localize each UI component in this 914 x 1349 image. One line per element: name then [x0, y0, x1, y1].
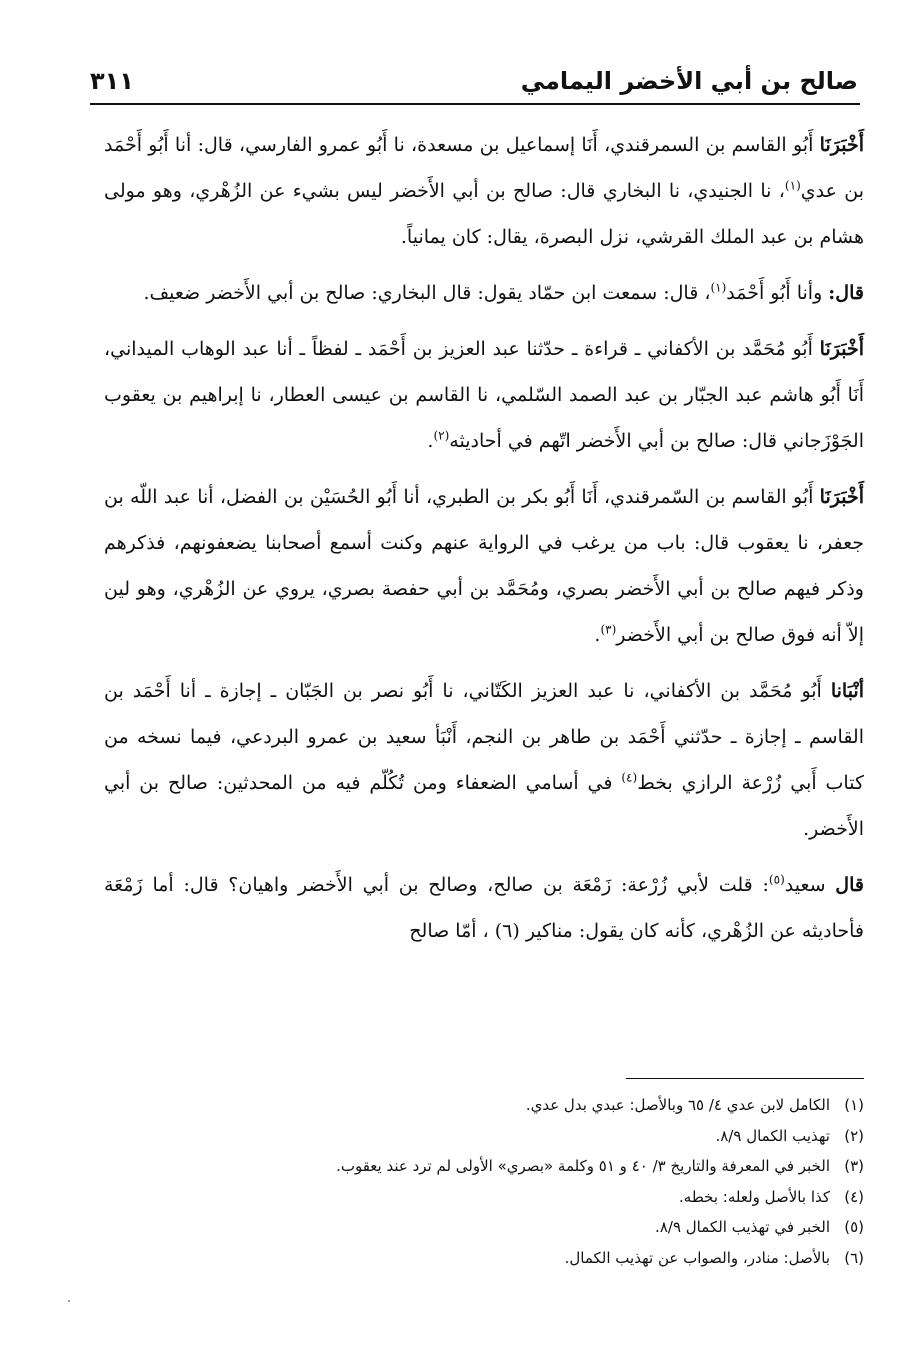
main-text: [104, 122, 864, 964]
footnote-number: (٥): [844, 1218, 864, 1236]
footnote: [230, 1182, 864, 1213]
header-rule: [90, 103, 860, 105]
paragraph-lead: أنْبَانا: [830, 680, 864, 702]
footnote-marker: (٥): [768, 872, 785, 887]
footnote-marker: (٢): [433, 428, 450, 443]
footnotes: [230, 1090, 864, 1273]
page-header: [90, 62, 858, 102]
paragraph-text: وأنا أَبُو أَحْمَد: [726, 282, 829, 304]
footnote: [230, 1121, 864, 1152]
paragraph-tail: .: [594, 624, 601, 646]
paragraph: [104, 122, 864, 260]
paragraph-text: سعيد: [784, 874, 836, 896]
footnote-number: (١): [844, 1096, 864, 1114]
paragraph-text: أَبُو القاسم بن السّمرقندي، أَنَا أَبُو بكر بن الطبري، أنا أَبُو الحُسَيْن بن الفضل، أنا عبد اللّه بن جعفر، نا يعقوب قال: باب من يرغب في الرواية عنهم وكنت أسمع أصحابنا يضعفونهم، فذكرهم وذكر فيهم صالح بن أبي الأَخضر بصري، ومُحَمَّد بن أبي حفصة بصري، يروي عن الزُهْري، وهو لين إلاّ أنه فوق صالح بن أبي الأَخضر: [104, 486, 864, 646]
footnote-number: (٦): [844, 1248, 864, 1267]
scan-speck: [68, 1300, 70, 1302]
paragraph-tail: .: [427, 430, 434, 452]
paragraph-text: أَبُو القاسم بن السمرقندي، أَنَا إسماعيل بن مسعدة، نا أَبُو عمرو الفارسي، قال: أنا أَبُو أَحْمَد بن عدي: [104, 134, 864, 202]
paragraph-text: أَبُو مُحَمَّد بن الأكفاني ـ قراءة ـ حدّثنا عبد العزيز بن أَحْمَد ـ لفظاً ـ أنا عبد الوهاب الميداني، أَنَا أَبُو هاشم عبد الجبّار بن عبد الصمد السّلمي، نا القاسم بن عيسى العطار، نا إبراهيم بن يعقوب الجَوْزَجاني قال: صالح بن أبي الأَخضر اتّهم في أحاديثه: [104, 338, 864, 452]
footnote-marker: (٤): [621, 770, 638, 785]
footnote-text: الكامل لابن عدي ٤/ ٦٥ وبالأصل: عبدي بدل عدي.: [525, 1096, 830, 1114]
footnote-number: (٣): [844, 1157, 864, 1175]
footnote-text: الخبر في المعرفة والتاريخ ٣/ ٤٠ و ٥١ وكلمة «بصري» الأولى لم ترد عند يعقوب.: [336, 1157, 830, 1175]
paragraph-lead: قال:: [828, 282, 864, 304]
paragraph: [104, 474, 864, 658]
paragraph-text: أَبُو مُحَمَّد بن الأكفاني، نا عبد العزيز الكَتّاني، نا أَبُو نصر بن الجَبّان ـ إجازة ـ أنا أَحْمَد بن القاسم ـ إجازة ـ حدّثني أَحْمَد بن طاهر بن النجم، أَنْبَأ سعيد بن عمرو البردعي، فيما نسخه من كتاب أَبي زُرْعة الرازي بخط: [104, 680, 864, 794]
paragraph: [104, 668, 864, 852]
footnote: [230, 1151, 864, 1182]
paragraph: [104, 326, 864, 464]
footnote-marker: (١): [784, 178, 801, 193]
footnote-marker: (٣): [600, 622, 617, 637]
paragraph-tail: في أسامي الضعفاء ومن تُكُلّم فيه من المحدثين: صالح بن أبي الأَخضر.: [104, 772, 864, 840]
footnote-number: (٤): [844, 1187, 864, 1206]
paragraph-lead: أَخْبَرَنَا: [819, 486, 864, 508]
paragraph-lead: أَخْبَرَنَا: [819, 338, 864, 360]
page-number: ٣١١: [90, 67, 134, 95]
paragraph-lead: قال: [835, 874, 864, 896]
paragraph-tail: ، نا الجنيدي، نا البخاري قال: صالح بن أبي الأَخضر ليس بشيء عن الزُهْري، وهو مولى هشام بن عبد الملك القرشي، نزل البصرة، يقال: كان يمانياً.: [104, 180, 864, 248]
footnote-text: الخبر في تهذيب الكمال ٨/٩.: [655, 1218, 830, 1236]
footnote: [230, 1212, 864, 1243]
paragraph-tail: : قلت لأبي زُرْعة: زَمْعَة بن صالح، وصالح بن أبي الأَخضر واهيان؟ قال: أما زَمْعَة فأحاديثه عن الزُهْري، كأنه كان يقول: مناكير (٦) ، أمّا صالح: [104, 874, 864, 942]
footnote-text: كذا بالأصل ولعله: بخطه.: [679, 1187, 830, 1206]
footnote-rule: [626, 1078, 864, 1079]
running-title: صالح بن أبي الأخضر اليمامي: [520, 67, 858, 95]
paragraph-tail: ، قال: سمعت ابن حمّاد يقول: قال البخاري: صالح بن أبي الأَخضر ضعيف.: [143, 282, 711, 304]
paragraph-lead: أَخْبَرَنَا: [819, 134, 864, 156]
footnote-number: (٢): [844, 1126, 864, 1145]
footnote: [230, 1243, 864, 1274]
footnote-text: تهذيب الكمال ٨/٩.: [715, 1126, 830, 1145]
footnote: [230, 1090, 864, 1121]
paragraph: [104, 270, 864, 316]
paragraph: [104, 862, 864, 954]
footnote-marker: (١): [710, 280, 727, 295]
footnote-text: بالأصل: منادر، والصواب عن تهذيب الكمال.: [564, 1248, 830, 1267]
